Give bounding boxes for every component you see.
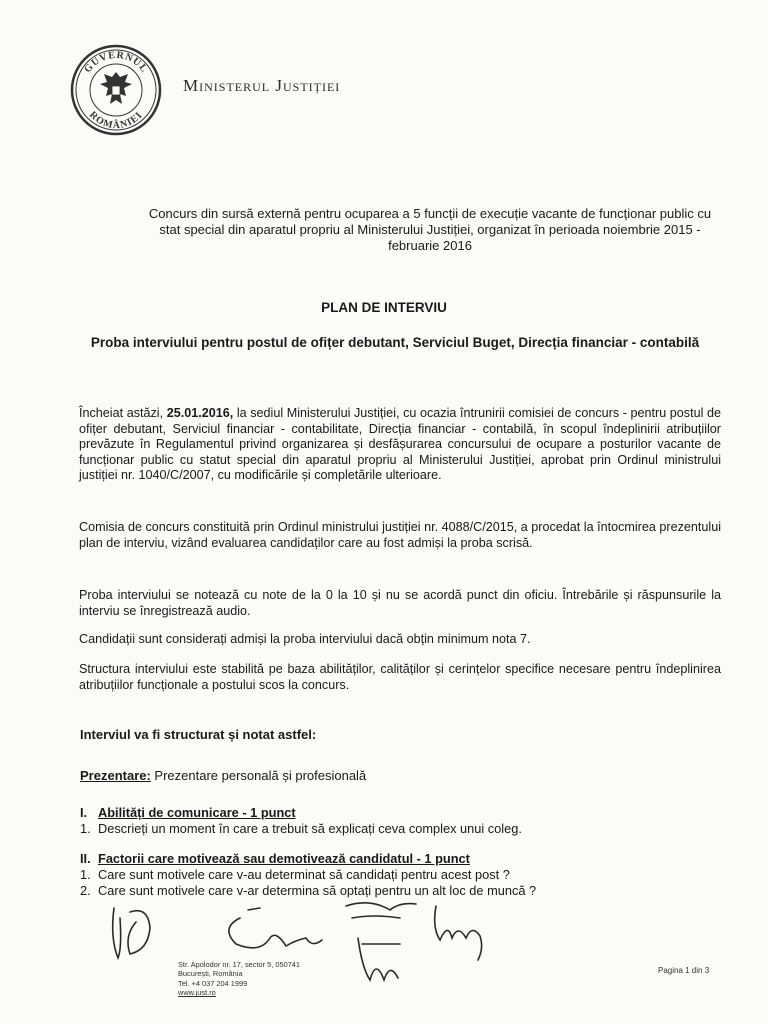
website-link[interactable]: www.just.ro	[178, 988, 216, 998]
address-phone: Tel. +4 037 204 1999	[178, 978, 248, 988]
section-2-heading	[80, 851, 536, 867]
question-text: Descrieți un moment în care a trebuit să explicați ceva complex unui coleg.	[98, 821, 522, 836]
question-number: 1.	[80, 821, 91, 836]
handwritten-signatures	[100, 888, 520, 998]
question-number: 1.	[80, 867, 91, 882]
paragraph-1-date: 25.01.2016,	[166, 406, 234, 420]
question-number: 2.	[80, 883, 91, 898]
section-2-number: II.	[80, 851, 91, 866]
government-seal-logo	[70, 44, 162, 136]
paragraph-1-post: la sediul Ministerului Justiției, cu ocazia întrunirii comisiei de concurs - pentru postul de ofițer debutant, Serviciul financiar - contabilitate, Direcția financiar - contabilă, în scopul îndeplinirii atribuțiilor prevăzute în Regulamentul privind organizarea și desfășurarea concursului de ocupare a posturilor vacante de funcționar public cu statut special din aparatul propriu al Ministerului Justiției, aprobat prin Ordinul ministrului justiției nr. 1040/C/2007, cu modificările și completările ulterioare.	[79, 406, 721, 483]
svg-text:ROMÂNIEI: ROMÂNIEI	[86, 109, 146, 132]
prezentare-label: Prezentare:	[80, 768, 151, 783]
svg-text:GUVERNUL: GUVERNUL	[82, 49, 150, 76]
paragraph-5: Structura interviului este stabilită pe baza abilităților, calităților și cerințelor specifice necesare pentru îndeplinirea atribuțiilor funcționale a postului scos la concurs.	[79, 662, 721, 692]
question-text: Care sunt motivele care v-au determinat să candidați pentru acest post ?	[98, 867, 510, 882]
question	[80, 867, 536, 883]
section-2-title: Factorii care motivează sau demotivează candidatul - 1 punct	[98, 851, 470, 866]
section-1-heading	[80, 805, 522, 821]
paragraph-1-pre: Încheiat astăzi,	[79, 406, 167, 420]
document-subtitle: Proba interviului pentru postul de ofițer debutant, Serviciul Buget, Direcția financiar - contabilă	[90, 335, 700, 350]
ministry-name: Ministerul Justiției	[183, 76, 341, 95]
address-city: București, România	[178, 969, 243, 979]
competition-intro: Concurs din sursă externă pentru ocuparea a 5 funcții de execuție vacante de funcționar public cu stat special din aparatul propriu al Ministerului Justiției, organizat în perioada noiembrie 2015 - februarie 2016	[148, 206, 712, 253]
paragraph-3: Proba interviului se notează cu note de la 0 la 10 și nu se acordă punct din oficiu. Întrebările și răspunsurile la interviu se înregistrează audio.	[79, 588, 721, 618]
paragraph-2: Comisia de concurs constituită prin Ordinul ministrului justiției nr. 4088/C/2015, a procedat la întocmirea prezentului plan de interviu, vizând evaluarea candidaților care au fost admiși la proba scrisă.	[79, 520, 721, 550]
prezentare-line	[80, 768, 366, 783]
page-number: Pagina 1 din 3	[658, 966, 710, 975]
document-title: PLAN DE INTERVIU	[321, 300, 447, 315]
question	[80, 821, 522, 837]
question-text: Care sunt motivele care v-ar determina să optați pentru un alt loc de muncă ?	[98, 883, 537, 898]
section-1-number: I.	[80, 805, 88, 820]
paragraph-4: Candidații sunt considerați admiși la proba interviului dacă obțin minimum nota 7.	[79, 632, 531, 646]
section-1-title: Abilități de comunicare - 1 punct	[98, 805, 296, 820]
address-street: Str. Apolodor nr. 17, sector 5, 050741	[178, 960, 301, 969]
paragraph-1	[79, 406, 721, 484]
section-1	[80, 805, 522, 837]
footer-address	[178, 960, 300, 998]
prezentare-text: Prezentare personală și profesională	[150, 768, 367, 783]
structure-heading: Interviul va fi structurat și notat astfel:	[80, 727, 317, 742]
